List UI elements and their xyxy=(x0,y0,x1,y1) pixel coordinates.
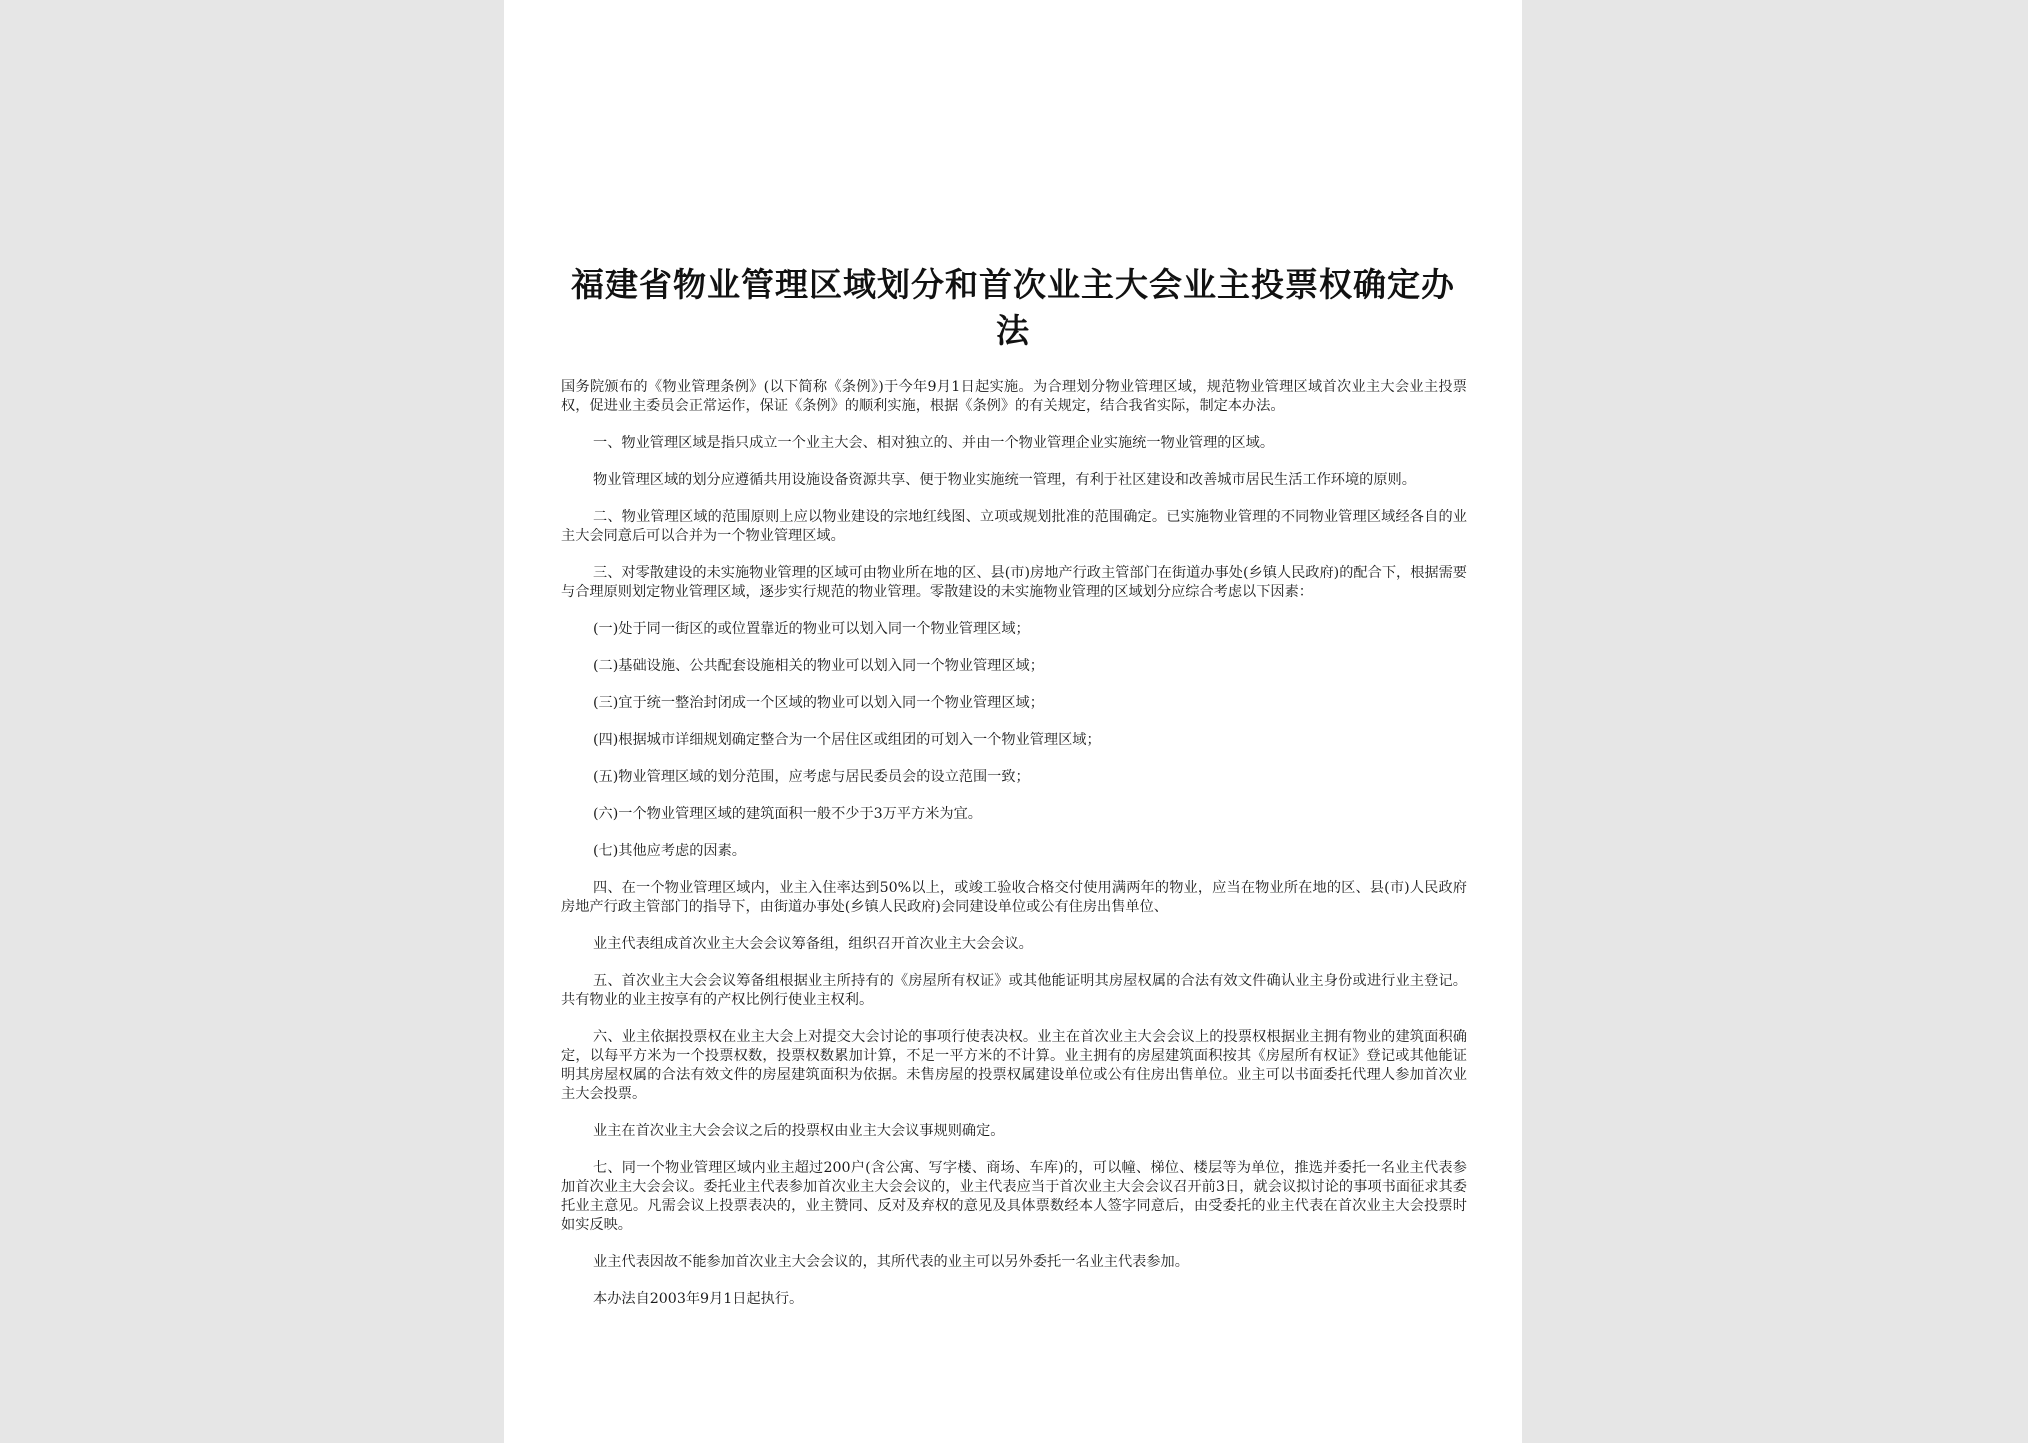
paragraph-article-6: 六、业主依据投票权在业主大会上对提交大会讨论的事项行使表决权。业主在首次业主大会会议上的投票权根据业主拥有物业的建筑面积确定，以每平方米为一个投票权数，投票权数累加计算，不足一平方米的不计算。业主拥有的房屋建筑面积按其《房屋所有权证》登记或其他能证明其房屋权属的合法有效文件的房屋建筑面积为依据。未售房屋的投票权属建设单位或公有住房出售单位。业主可以书面委托代理人参加首次业主大会投票。 xyxy=(561,1029,1467,1102)
paragraph-article-7-substitute: 业主代表因故不能参加首次业主大会会议的，其所代表的业主可以另外委托一名业主代表参加。 xyxy=(593,1254,1189,1270)
paragraph-article-1-principle: 物业管理区域的划分应遵循共用设施设备资源共享、便于物业实施统一管理，有利于社区建设和改善城市居民生活工作环境的原则。 xyxy=(593,472,1416,488)
paragraph-article-4: 四、在一个物业管理区域内，业主入住率达到50%以上，或竣工验收合格交付使用满两年的物业，应当在物业所在地的区、县(市)人民政府房地产行政主管部门的指导下，由街道办事处(乡镇人民政府)会同建设单位或公有住房出售单位、 xyxy=(561,880,1467,915)
paragraph-article-2: 二、物业管理区域的范围原则上应以物业建设的宗地红线图、立项或规划批准的范围确定。已实施物业管理的不同物业管理区域经各自的业主大会同意后可以合并为一个物业管理区域。 xyxy=(561,509,1467,544)
paragraph-article-7: 七、同一个物业管理区域内业主超过200户(含公寓、写字楼、商场、车库)的，可以幢、梯位、楼层等为单位，推选并委托一名业主代表参加首次业主大会会议。委托业主代表参加首次业主大会会议的，业主代表应当于首次业主大会会议召开前3日，就会议拟讨论的事项书面征求其委托业主意见。凡需会议上投票表决的，业主赞同、反对及弃权的意见及具体票数经本人签字同意后，由受委托的业主代表在首次业主大会投票时如实反映。 xyxy=(561,1160,1467,1233)
paragraph-article-5: 五、首次业主大会会议筹备组根据业主所持有的《房屋所有权证》或其他能证明其房屋权属的合法有效文件确认业主身份或进行业主登记。共有物业的业主按享有的产权比例行使业主权利。 xyxy=(561,973,1467,1008)
paragraph-effective-date: 本办法自2003年9月1日起执行。 xyxy=(593,1291,804,1307)
document-body xyxy=(561,378,1467,1327)
paragraph-article-6-later-votes: 业主在首次业主大会会议之后的投票权由业主大会议事规则确定。 xyxy=(593,1123,1005,1139)
document-title: 福建省物业管理区域划分和首次业主大会业主投票权确定办法 xyxy=(571,265,1455,350)
list-item-factor-6: (六)一个物业管理区域的建筑面积一般不少于3万平方米为宜。 xyxy=(593,806,982,822)
list-item-factor-5: (五)物业管理区域的划分范围，应考虑与居民委员会的设立范围一致； xyxy=(593,769,1030,785)
paragraph-preamble: 国务院颁布的《物业管理条例》(以下简称《条例》)于今年9月1日起实施。为合理划分物业管理区域，规范物业管理区域首次业主大会业主投票权，促进业主委员会正常运作，保证《条例》的顺利实施，根据《条例》的有关规定，结合我省实际，制定本办法。 xyxy=(561,379,1467,414)
list-item-factor-1: (一)处于同一街区的或位置靠近的物业可以划入同一个物业管理区域； xyxy=(593,621,1030,637)
list-item-factor-2: (二)基础设施、公共配套设施相关的物业可以划入同一个物业管理区域； xyxy=(593,658,1044,674)
document-page xyxy=(504,0,1522,1443)
paragraph-article-4-committee: 业主代表组成首次业主大会会议筹备组，组织召开首次业主大会会议。 xyxy=(593,936,1033,952)
paragraph-article-1: 一、物业管理区域是指只成立一个业主大会、相对独立的、并由一个物业管理企业实施统一物业管理的区域。 xyxy=(593,435,1275,451)
list-item-factor-4: (四)根据城市详细规划确定整合为一个居住区或组团的可划入一个物业管理区域； xyxy=(593,732,1101,748)
paragraph-article-3: 三、对零散建设的未实施物业管理的区域可由物业所在地的区、县(市)房地产行政主管部门在街道办事处(乡镇人民政府)的配合下，根据需要与合理原则划定物业管理区域，逐步实行规范的物业管理。零散建设的未实施物业管理的区域划分应综合考虑以下因素： xyxy=(561,565,1467,600)
list-item-factor-3: (三)宜于统一整治封闭成一个区域的物业可以划入同一个物业管理区域； xyxy=(593,695,1044,711)
list-item-factor-7: (七)其他应考虑的因素。 xyxy=(593,843,746,859)
